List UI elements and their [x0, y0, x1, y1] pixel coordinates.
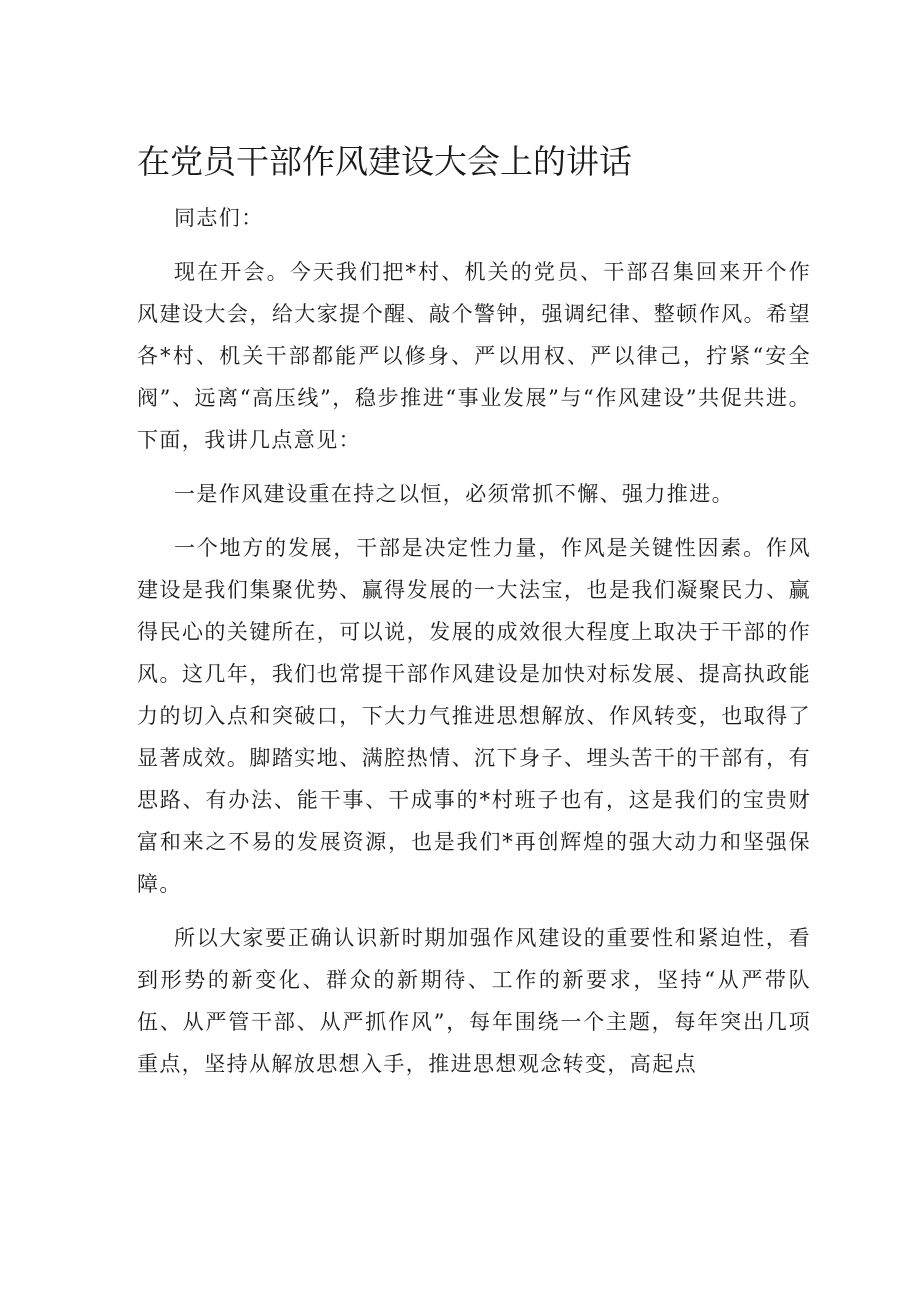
opening-paragraph: 现在开会。今天我们把*村、机关的党员、干部召集回来开个作风建设大会，给大家提个醒、敲个警钟，强调纪律、整顿作风。希望各*村、机关干部都能严以修身、严以用权、严以律己，拧紧“安全阀”、远离“高压线”，稳步推进“事业发展”与“作风建设”共促共进。下面，我讲几点意见： — [137, 260, 811, 452]
document-title: 在党员干部作风建设大会上的讲话 — [137, 142, 632, 181]
section-heading-paragraph: 一是作风建设重在持之以恒，必须常抓不懈、强力推进。 — [174, 482, 734, 506]
salutation-paragraph: 同志们： — [174, 206, 264, 230]
body-paragraph: 一个地方的发展，干部是决定性力量，作风是关键性因素。作风建设是我们集聚优势、赢得发展的一大法宝，也是我们凝聚民力、赢得民心的关键所在，可以说，发展的成效很大程度上取决于干部的作风。这几年，我们也常提干部作风建设是加快对标发展、提高执政能力的切入点和突破口，下大力气推进思想解放、作风转变，也取得了显著成效。脚踏实地、满腔热情、沉下身子、埋头苦干的干部有，有思路、有办法、能干事、干成事的*村班子也有，这是我们的宝贵财富和来之不易的发展资源，也是我们*再创辉煌的强大动力和坚强保障。 — [137, 536, 811, 896]
body-paragraph: 所以大家要正确认识新时期加强作风建设的重要性和紧迫性，看到形势的新变化、群众的新期待、工作的新要求，坚持“从严带队伍、从严管干部、从严抓作风”，每年围绕一个主题，每年突出几项重点，坚持从解放思想入手，推进思想观念转变，高起点 — [137, 926, 811, 1076]
document-body — [137, 197, 811, 1097]
